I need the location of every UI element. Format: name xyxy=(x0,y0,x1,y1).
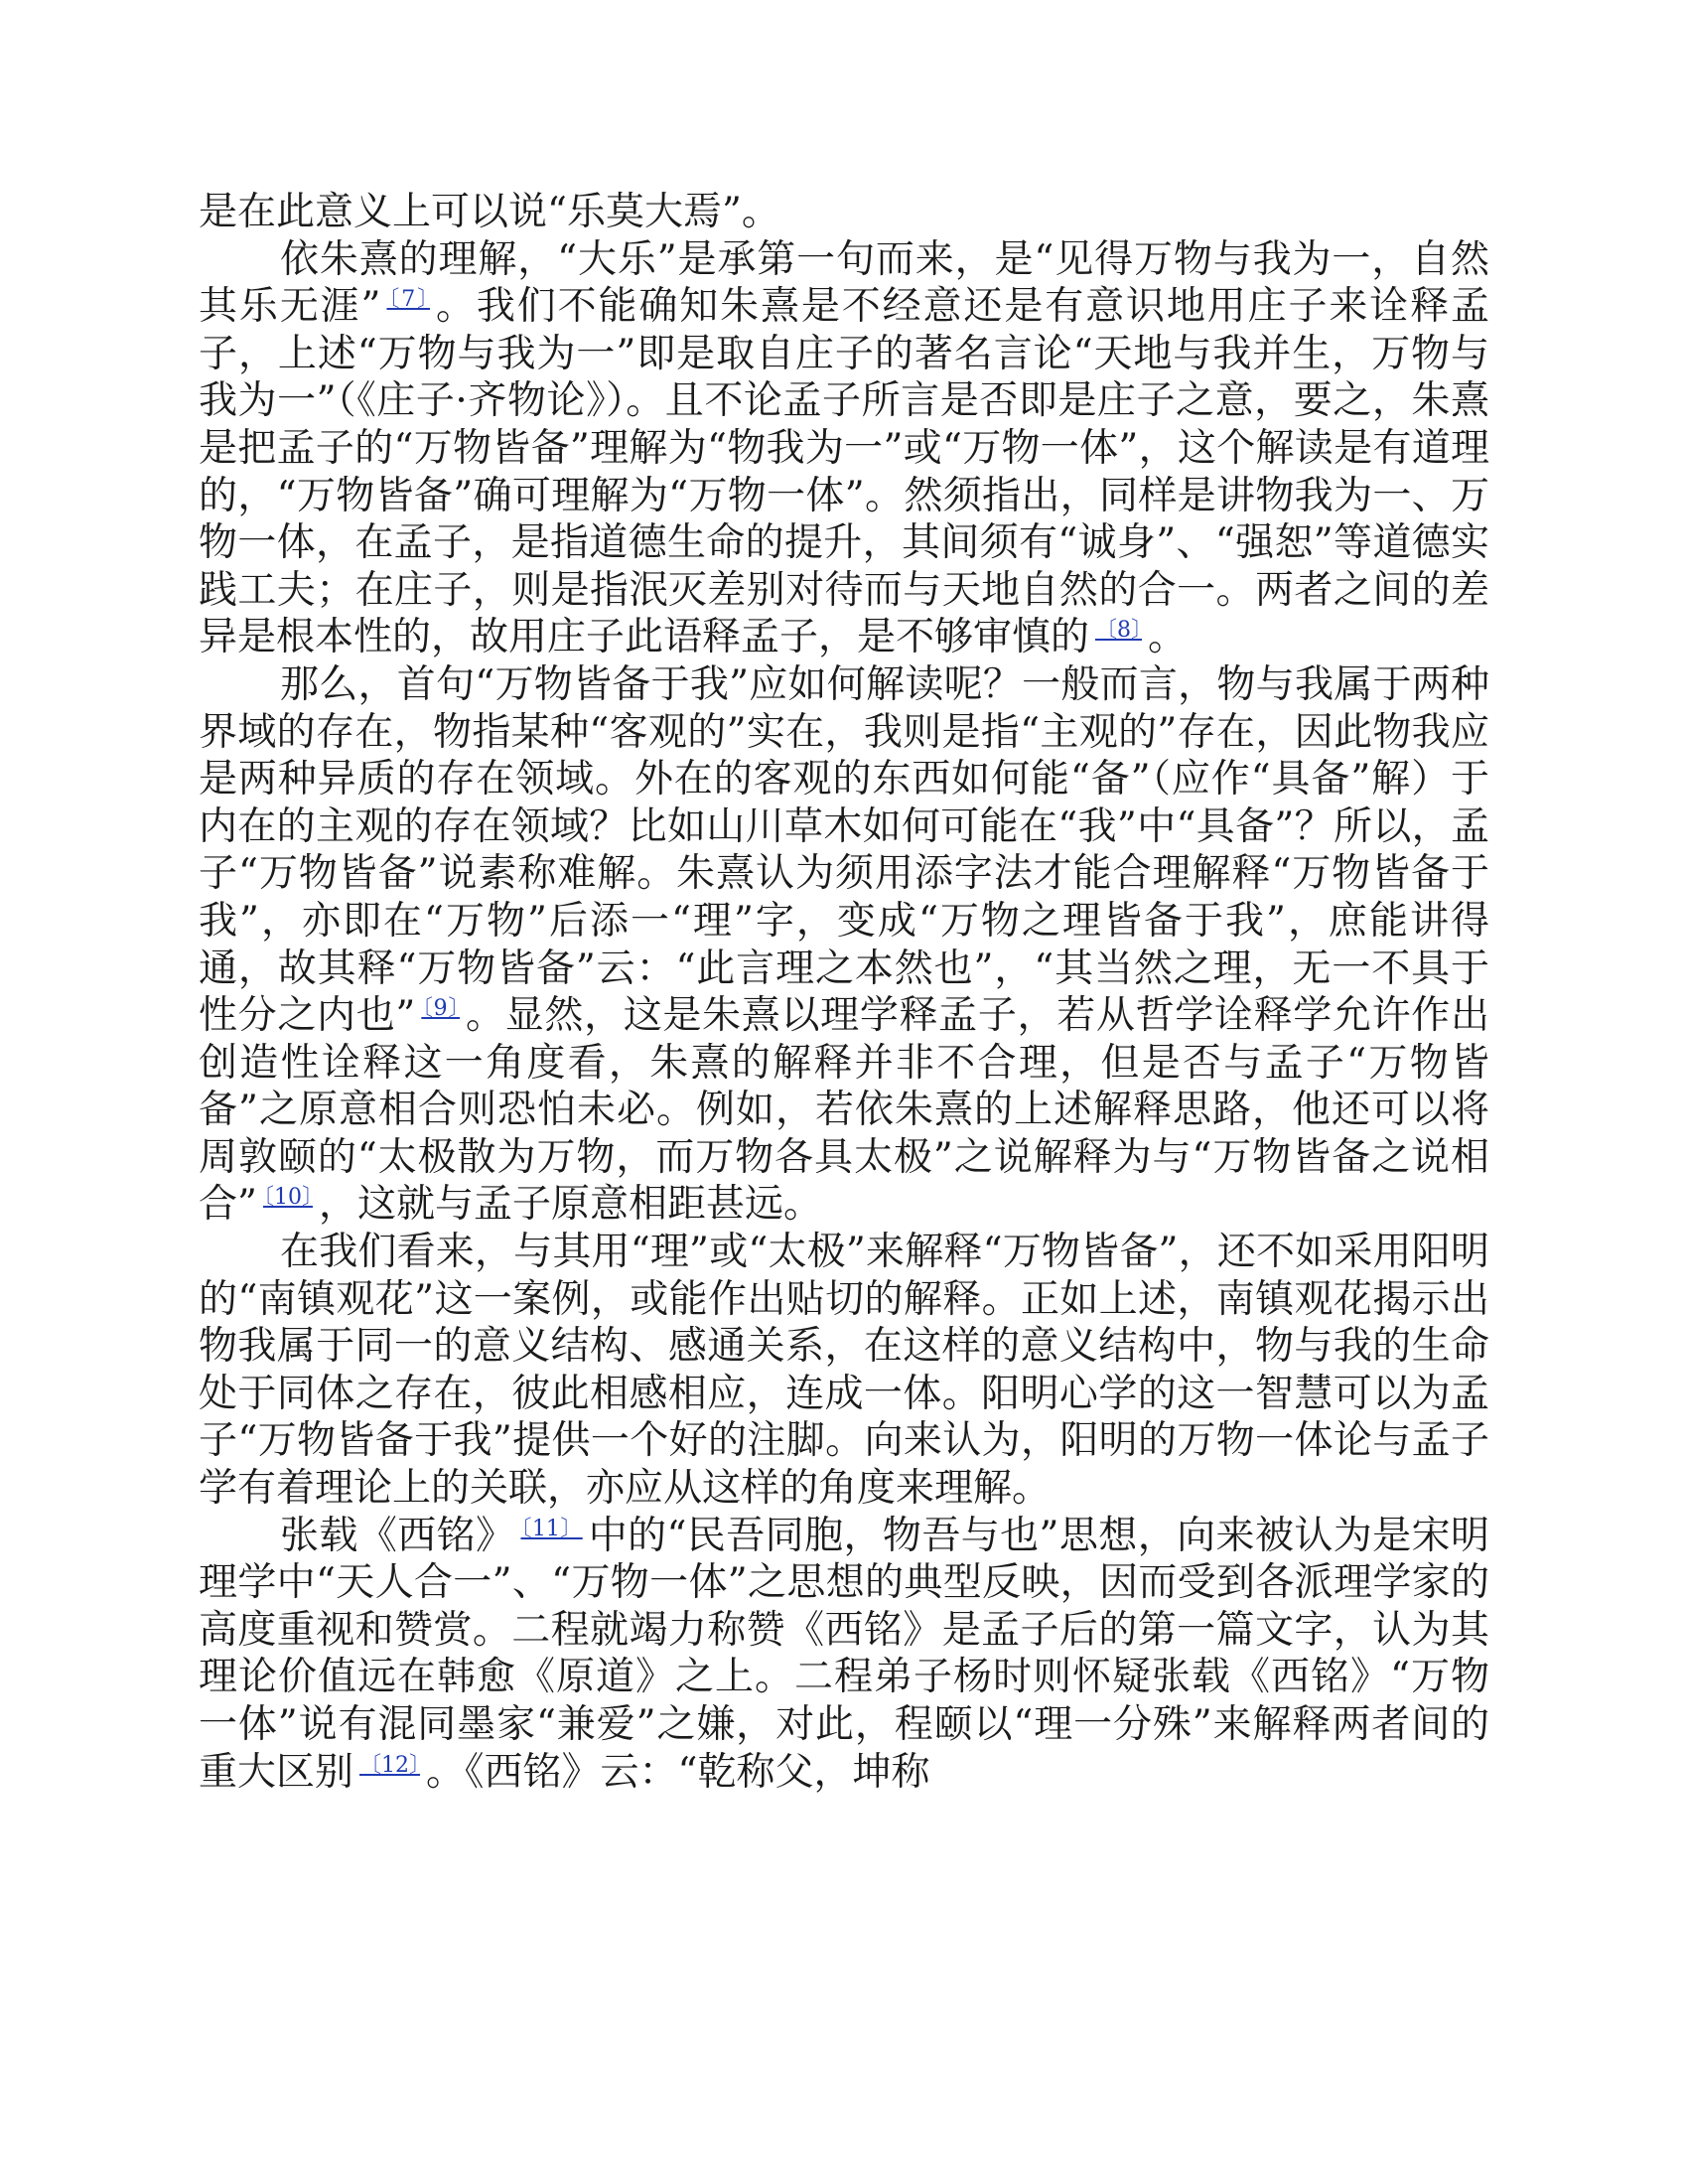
paragraph-5 xyxy=(199,1513,1489,1797)
footnote-link-10[interactable]: 〔10〕 xyxy=(262,1185,313,1211)
text-run: 是在此意义上可以说“乐莫大焉”。 xyxy=(199,190,780,234)
text-run: 。显然，这是朱熹以理学释孟子，若从哲学诠释学允许作出创造性诠释这一角度看，朱熹的解释并非不合理，但是否与孟子“万物皆备”之原意相合则恐怕未必。例如，若依朱熹的上述解释思路，他还可以将周敦颐的“太极散为万物，而万物各具太极”之说解释为与“万物皆备之说相合” xyxy=(199,993,1489,1228)
text-run: 张载《西铭》 xyxy=(280,1513,515,1558)
footnote-link-11[interactable]: 〔11〕 xyxy=(520,1516,583,1541)
text-run: 。《西铭》云：“乾称父，坤称 xyxy=(426,1749,930,1795)
paragraph-3 xyxy=(199,661,1489,1229)
text-run: 。我们不能确知朱熹是不经意还是有意识地用庄子来诠释孟子，上述“万物与我为一”即是取自庄子的著名言论“天地与我并生，万物与我为一”（《庄子·齐物论》）。且不论孟子所言是否即是庄子之意，要之，朱熹是把孟子的“万物皆备”理解为“物我为一”或“万物一体”，这个解读是有道理的，“万物皆备”确可理解为“万物一体”。然须指出，同样是讲物我为一、万物一体，在孟子，是指道德生命的提升，其间须有“诚身”、“强恕”等道德实践工夫；在庄子，则是指泯灭差别对待而与天地自然的合一。两者之间的差异是根本性的，故用庄子此语释孟子，是不够审慎的 xyxy=(199,284,1489,660)
footnote-link-7[interactable]: 〔7〕 xyxy=(386,287,430,313)
footnote-link-12[interactable]: 〔12〕 xyxy=(359,1752,421,1778)
paragraph-4 xyxy=(199,1229,1489,1513)
text-run: 依朱熹的理解，“大乐”是承第一句而来，是“见得万物与我为一，自然其乐无涯” xyxy=(199,236,1489,330)
footnote-link-9[interactable]: 〔9〕 xyxy=(421,996,461,1022)
document-body xyxy=(199,189,1489,1796)
paragraph-1 xyxy=(199,189,1489,236)
text-run: ，这就与孟子原意相距甚远。 xyxy=(318,1182,822,1228)
text-run: 中的“民吾同胞，物吾与也”思想，向来被认为是宋明理学中“天人合一”、“万物一体”之思想的典型反映，因而受到各派理学家的高度重视和赞赏。二程就竭力称赞《西铭》是孟子后的第一篇文字，认为其理论价值远在韩愈《原道》之上。二程弟子杨时则怀疑张载《西铭》“万物一体”说有混同墨家“兼爱”之嫌，对此，程颐以“理一分殊”来解释两者间的重大区别 xyxy=(199,1513,1489,1795)
text-run: 。 xyxy=(1148,615,1188,660)
paragraph-2 xyxy=(199,236,1489,661)
text-run: 在我们看来，与其用“理”或“太极”来解释“万物皆备”，还不如采用阳明的“南镇观花”这一案例，或能作出贴切的解释。正如上述，南镇观花揭示出物我属于同一的意义结构、感通关系，在这样的意义结构中，物与我的生命处于同体之存在，彼此相感相应，连成一体。阳明心学的这一智慧可以为孟子“万物皆备于我”提供一个好的注脚。向来认为，阳明的万物一体论与孟子学有着理论上的关联，亦应从这样的角度来理解。 xyxy=(199,1230,1489,1512)
text-run: 那么，首句“万物皆备于我”应如何解读呢？一般而言，物与我属于两种界域的存在，物指某种“客观的”实在，我则是指“主观的”存在，因此物我应是两种异质的存在领域。外在的客观的东西如何能“备”（应作“具备”解）于内在的主观的存在领域？比如山川草木如何可能在“我”中“具备”？所以，孟子“万物皆备”说素称难解。朱熹认为须用添字法才能合理解释“万物皆备于我”，亦即在“万物”后添一“理”字，变成“万物之理皆备于我”，庶能讲得通，故其释“万物皆备”云：“此言理之本然也”，“其当然之理，无一不具于性分之内也” xyxy=(199,661,1489,1039)
footnote-link-8[interactable]: 〔8〕 xyxy=(1095,618,1143,644)
